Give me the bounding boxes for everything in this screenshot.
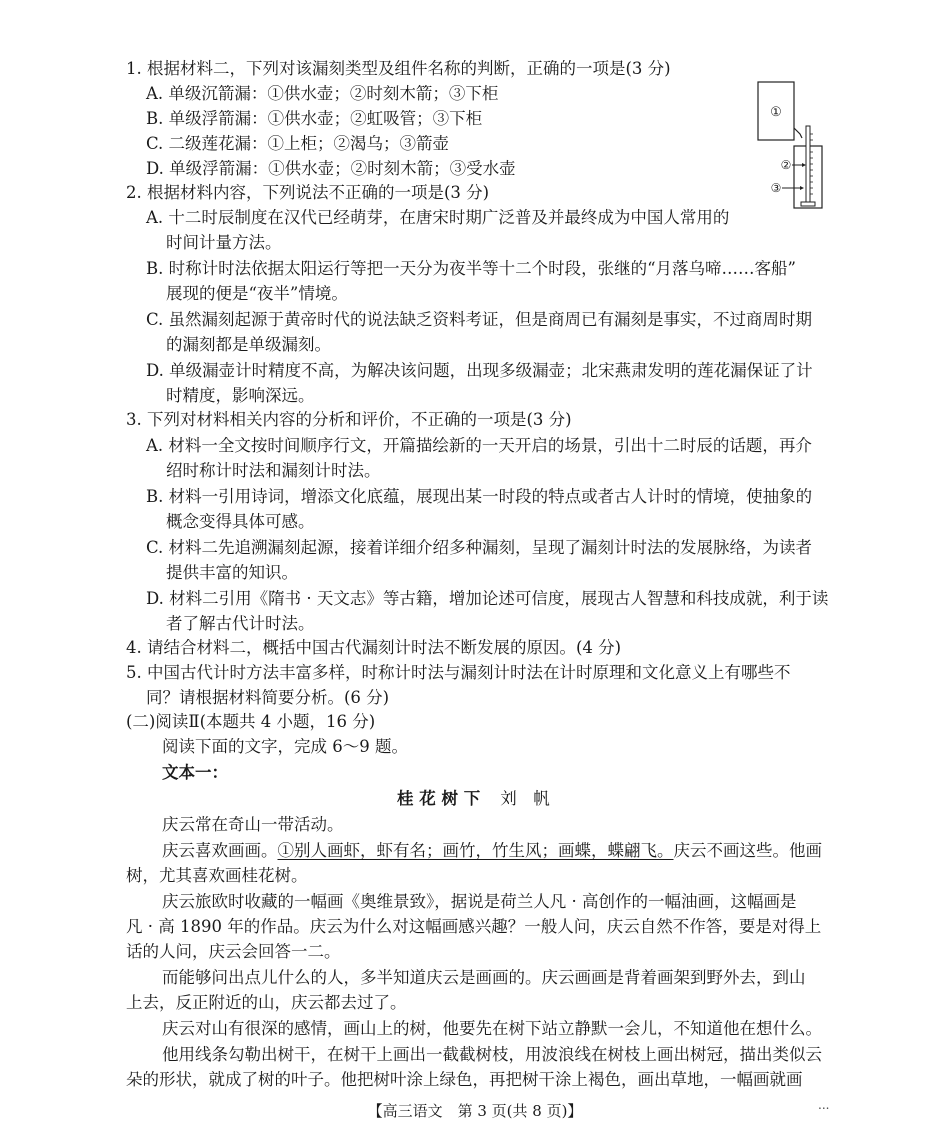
q4-stem: 4. 请结合材料二，概括中国古代漏刻计时法不断发展的原因。(4 分) bbox=[126, 638, 622, 657]
story-p2-tail: 庆云不画这些。他画 bbox=[673, 841, 822, 860]
q3-stem: 3. 下列对材料相关内容的分析和评价，不正确的一项是(3 分) bbox=[126, 410, 572, 429]
page-marker: ... bbox=[818, 1098, 830, 1112]
q2-option-c-line1: C. 虽然漏刻起源于黄帝时代的说法缺乏资料考证，但是商周已有漏刻是事实，不过商周时期 bbox=[146, 310, 813, 329]
q3-option-c-line2: 提供丰富的知识。 bbox=[166, 563, 298, 582]
figure-label-3: ③ bbox=[770, 181, 782, 195]
q2-option-d-line2: 时精度，影响深远。 bbox=[166, 386, 315, 405]
q2-stem: 2. 根据材料内容，下列说法不正确的一项是(3 分) bbox=[126, 183, 490, 202]
story-paragraph-3-line3: 话的人问，庆云会回答一二。 bbox=[126, 942, 341, 961]
q5-stem-line2: 同？请根据材料简要分析。(6 分) bbox=[146, 688, 390, 707]
underlined-sentence-1: ①别人画虾，虾有名；画竹，竹生风；画蝶，蝶翩飞。 bbox=[277, 841, 674, 860]
q1-option-a: A. 单级沉箭漏：①供水壶；②时刻木箭；③下柜 bbox=[146, 84, 499, 103]
story-paragraph-3-line1: 庆云旅欧时收藏的一幅画《奥维景致》，据说是荷兰人凡 · 高创作的一幅油画，这幅画是 bbox=[162, 892, 797, 911]
story-paragraph-1: 庆云常在奇山一带活动。 bbox=[162, 815, 344, 834]
q2-option-b-line2: 展现的便是“夜半”情境。 bbox=[166, 284, 348, 303]
story-title-line bbox=[397, 788, 550, 810]
q2-option-c-line2: 的漏刻都是单级漏刻。 bbox=[166, 335, 331, 354]
story-author: 刘 帆 bbox=[500, 789, 550, 808]
q3-option-a-line2: 绍时称计时法和漏刻计时法。 bbox=[166, 461, 381, 480]
section-heading: (二)阅读Ⅱ(本题共 4 小题，16 分) bbox=[126, 712, 376, 731]
q2-option-d-line1: D. 单级漏壶计时精度不高，为解决该问题，出现多级漏壶；北宋燕肃发明的莲花漏保证了计 bbox=[146, 361, 813, 380]
q1-option-b: B. 单级浮箭漏：①供水壶；②虹吸管；③下柜 bbox=[146, 109, 483, 128]
q2-option-a-line1: A. 十二时辰制度在汉代已经萌芽，在唐宋时期广泛普及并最终成为中国人常用的 bbox=[146, 208, 730, 227]
q3-option-d-line1: D. 材料二引用《隋书 · 天文志》等古籍，增加论述可信度，展现古人智慧和科技成就，利于读 bbox=[146, 589, 829, 608]
story-paragraph-2-line1 bbox=[162, 840, 822, 862]
float bbox=[801, 202, 815, 206]
story-paragraph-6-line2: 朵的形状，就成了树的叶子。他把树叶涂上绿色，再把树干涂上褐色，画出草地，一幅画就画 bbox=[126, 1070, 803, 1089]
outflow-spout bbox=[794, 128, 802, 138]
story-title: 桂 花 树 下 bbox=[397, 789, 481, 808]
page-footer: 【高三语文 第 3 页(共 8 页)】 bbox=[367, 1102, 583, 1120]
q1-option-d: D. 单级浮箭漏：①供水壶；②时刻木箭；③受水壶 bbox=[146, 159, 516, 178]
q2-option-a-line2: 时间计量方法。 bbox=[166, 233, 282, 252]
figure-label-1: ① bbox=[770, 105, 782, 120]
story-paragraph-6-line1: 他用线条勾勒出树干，在树干上画出一截截树枝，用波浪线在树枝上画出树冠，描出类似云 bbox=[162, 1045, 822, 1064]
story-p2-lead: 庆云喜欢画画。 bbox=[162, 841, 278, 860]
q5-stem-line1: 5. 中国古代计时方法丰富多样，时称计时法与漏刻计时法在计时原理和文化意义上有哪些不 bbox=[126, 663, 791, 682]
q3-option-c-line1: C. 材料二先追溯漏刻起源，接着详细介绍多种漏刻，呈现了漏刻计时法的发展脉络，为读者 bbox=[146, 538, 813, 557]
story-paragraph-4-line2: 上去，反正附近的山，庆云都去过了。 bbox=[126, 993, 407, 1012]
q1-stem: 1. 根据材料二，下列对该漏刻类型及组件名称的判断，正确的一项是(3 分) bbox=[126, 59, 671, 78]
story-paragraph-4-line1: 而能够问出点儿什么的人，多半知道庆云是画画的。庆云画画是背着画架到野外去，到山 bbox=[162, 968, 806, 987]
figure-label-2: ② bbox=[780, 158, 792, 172]
story-paragraph-2-line2: 树，尤其喜欢画桂花树。 bbox=[126, 866, 308, 885]
story-paragraph-5: 庆云对山有很深的感情，画山上的树，他要先在树下站立静默一会儿，不知道他在想什么。 bbox=[162, 1019, 822, 1038]
q3-option-b-line2: 概念变得具体可感。 bbox=[166, 512, 315, 531]
story-paragraph-3-line2: 凡 · 高 1890 年的作品。庆云为什么对这幅画感兴趣？一般人问，庆云自然不作答，要是对得上 bbox=[126, 917, 822, 936]
q3-option-d-line2: 者了解古代计时法。 bbox=[166, 614, 315, 633]
q3-option-a-line1: A. 材料一全文按时间顺序行文，开篇描绘新的一天开启的场景，引出十二时辰的话题，再介 bbox=[146, 436, 812, 455]
q2-option-b-line1: B. 时称计时法依据太阳运行等把一天分为夜半等十二个时段，张继的“月落乌啼……客船” bbox=[146, 259, 796, 278]
q3-option-b-line1: B. 材料一引用诗词，增添文化底蕴，展现出某一时段的特点或者古人计时的情境，使抽象的 bbox=[146, 487, 813, 506]
label-2-arrowhead bbox=[802, 163, 806, 167]
section-instruction: 阅读下面的文字，完成 6～9 题。 bbox=[162, 737, 408, 756]
text-one-label: 文本一： bbox=[162, 763, 228, 782]
label-3-arrowhead bbox=[800, 186, 804, 190]
water-clock-figure bbox=[756, 78, 856, 218]
time-arrow-rod bbox=[806, 126, 810, 206]
q1-option-c: C. 二级莲花漏：①上柜；②渴乌；③箭壶 bbox=[146, 134, 450, 153]
